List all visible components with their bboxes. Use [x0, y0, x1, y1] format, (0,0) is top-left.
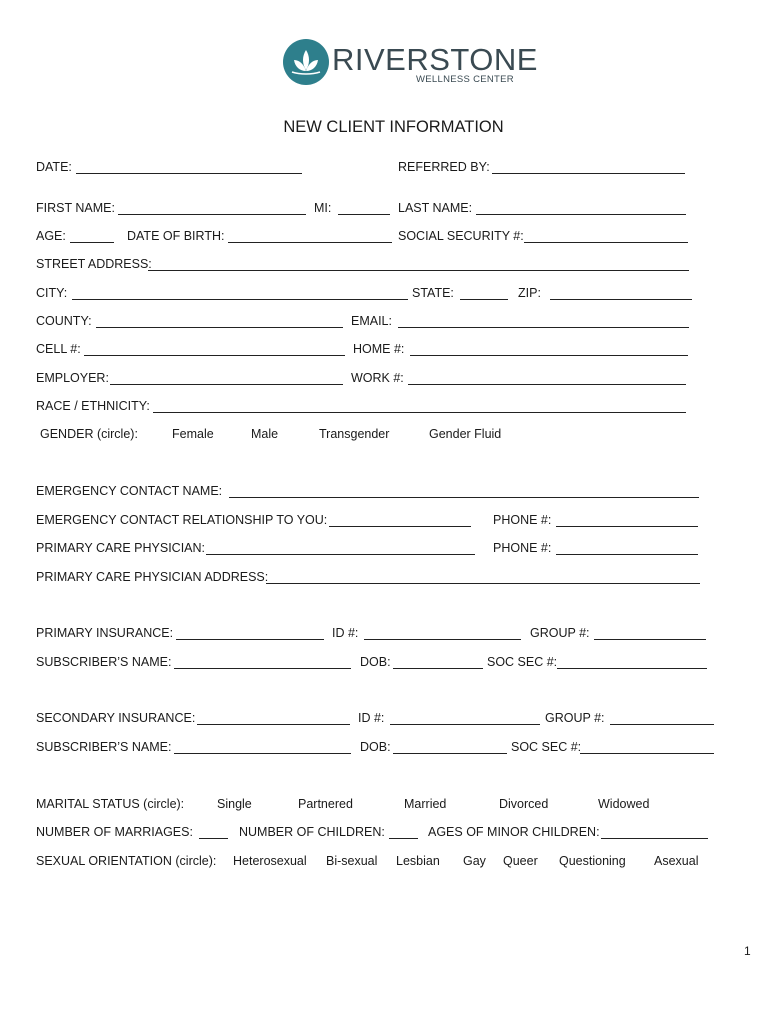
emergency-relationship-label: EMERGENCY CONTACT RELATIONSHIP TO YOU: [36, 513, 328, 527]
first-name-label: FIRST NAME: [36, 201, 115, 215]
ages-of-minor-children-label: AGES OF MINOR CHILDREN: [428, 825, 600, 839]
pcp-phone-label: PHONE #: [493, 541, 552, 555]
county-field[interactable] [96, 327, 343, 328]
secondary-soc-sec-label: SOC SEC #: [511, 740, 582, 754]
emergency-phone-label: PHONE #: [493, 513, 552, 527]
form-title: NEW CLIENT INFORMATION [283, 118, 504, 136]
primary-soc-sec-field[interactable] [557, 668, 707, 669]
work-label: WORK #: [351, 371, 404, 385]
email-label: EMAIL: [351, 314, 392, 328]
primary-group-label: GROUP #: [530, 626, 590, 640]
number-of-marriages-field[interactable] [199, 838, 228, 839]
secondary-id-label: ID #: [358, 711, 385, 725]
mi-field[interactable] [338, 214, 390, 215]
gender-option-gender-fluid[interactable]: Gender Fluid [429, 427, 502, 441]
zip-field[interactable] [550, 299, 692, 300]
referred-by-label: REFERRED BY: [398, 160, 490, 174]
date-of-birth-field[interactable] [228, 242, 392, 243]
gender-option-transgender[interactable]: Transgender [319, 427, 390, 441]
gender-option-female[interactable]: Female [172, 427, 214, 441]
referred-by-field[interactable] [492, 173, 685, 174]
number-of-marriages-label: NUMBER OF MARRIAGES: [36, 825, 193, 839]
last-name-field[interactable] [476, 214, 686, 215]
secondary-subscriber-name-label: SUBSCRIBER’S NAME: [36, 740, 172, 754]
marital-option-divorced[interactable]: Divorced [499, 797, 549, 811]
date-label: DATE: [36, 160, 72, 174]
emergency-relationship-field[interactable] [329, 526, 471, 527]
pcp-field[interactable] [206, 554, 475, 555]
orientation-option-questioning[interactable]: Questioning [559, 854, 626, 868]
pcp-address-field[interactable] [266, 583, 700, 584]
primary-soc-sec-label: SOC SEC #: [487, 655, 558, 669]
zip-label: ZIP: [518, 286, 541, 300]
emergency-phone-field[interactable] [556, 526, 698, 527]
secondary-insurance-field[interactable] [197, 724, 350, 725]
last-name-label: LAST NAME: [398, 201, 473, 215]
cell-label: CELL #: [36, 342, 81, 356]
marital-option-widowed[interactable]: Widowed [598, 797, 650, 811]
primary-insurance-field[interactable] [176, 639, 324, 640]
marital-option-single[interactable]: Single [217, 797, 252, 811]
secondary-group-label: GROUP #: [545, 711, 605, 725]
logo-subtitle: WELLNESS CENTER [416, 74, 514, 85]
orientation-option-gay[interactable]: Gay [463, 854, 486, 868]
street-address-label: STREET ADDRESS: [36, 257, 152, 271]
pcp-phone-field[interactable] [556, 554, 698, 555]
orientation-option-heterosexual[interactable]: Heterosexual [233, 854, 307, 868]
email-field[interactable] [398, 327, 689, 328]
emergency-contact-name-field[interactable] [229, 497, 699, 498]
gender-option-male[interactable]: Male [251, 427, 279, 441]
orientation-option-lesbian[interactable]: Lesbian [396, 854, 440, 868]
primary-insurance-label: PRIMARY INSURANCE: [36, 626, 174, 640]
work-field[interactable] [408, 384, 686, 385]
marital-option-married[interactable]: Married [404, 797, 447, 811]
secondary-insurance-label: SECONDARY INSURANCE: [36, 711, 196, 725]
logo-lotus-icon [282, 38, 330, 86]
mi-label: MI: [314, 201, 332, 215]
employer-label: EMPLOYER: [36, 371, 109, 385]
state-field[interactable] [460, 299, 508, 300]
gender-label: GENDER (circle): [40, 427, 138, 441]
home-label: HOME #: [353, 342, 405, 356]
home-field[interactable] [410, 355, 688, 356]
orientation-option-bi-sexual[interactable]: Bi-sexual [326, 854, 378, 868]
secondary-group-field[interactable] [610, 724, 714, 725]
secondary-subscriber-name-field[interactable] [174, 753, 351, 754]
date-field[interactable] [76, 173, 302, 174]
secondary-dob-field[interactable] [393, 753, 507, 754]
race-field[interactable] [153, 412, 686, 413]
orientation-option-asexual[interactable]: Asexual [654, 854, 699, 868]
secondary-soc-sec-field[interactable] [580, 753, 714, 754]
pcp-address-label: PRIMARY CARE PHYSICIAN ADDRESS: [36, 570, 269, 584]
social-security-label: SOCIAL SECURITY #: [398, 229, 524, 243]
first-name-field[interactable] [118, 214, 306, 215]
age-label: AGE: [36, 229, 66, 243]
number-of-children-label: NUMBER OF CHILDREN: [239, 825, 385, 839]
ages-of-minor-children-field[interactable] [601, 838, 708, 839]
sexual-orientation-label: SEXUAL ORIENTATION (circle): [36, 854, 217, 868]
state-label: STATE: [412, 286, 454, 300]
marital-status-label: MARITAL STATUS (circle): [36, 797, 185, 811]
employer-field[interactable] [110, 384, 343, 385]
secondary-id-field[interactable] [390, 724, 540, 725]
city-label: CITY: [36, 286, 68, 300]
primary-id-label: ID #: [332, 626, 359, 640]
primary-group-field[interactable] [594, 639, 706, 640]
age-field[interactable] [70, 242, 114, 243]
street-address-field[interactable] [148, 270, 689, 271]
orientation-option-queer[interactable]: Queer [503, 854, 538, 868]
logo-name: RIVERSTONE [332, 42, 538, 77]
date-of-birth-label: DATE OF BIRTH: [127, 229, 225, 243]
primary-subscriber-name-label: SUBSCRIBER’S NAME: [36, 655, 172, 669]
emergency-contact-name-label: EMERGENCY CONTACT NAME: [36, 484, 223, 498]
cell-field[interactable] [84, 355, 345, 356]
race-label: RACE / ETHNICITY: [36, 399, 150, 413]
marital-option-partnered[interactable]: Partnered [298, 797, 353, 811]
page-number: 1 [744, 944, 751, 958]
primary-subscriber-name-field[interactable] [174, 668, 351, 669]
primary-id-field[interactable] [364, 639, 521, 640]
number-of-children-field[interactable] [389, 838, 418, 839]
secondary-dob-label: DOB: [360, 740, 391, 754]
county-label: COUNTY: [36, 314, 92, 328]
pcp-label: PRIMARY CARE PHYSICIAN: [36, 541, 206, 555]
primary-dob-label: DOB: [360, 655, 391, 669]
primary-dob-field[interactable] [393, 668, 483, 669]
social-security-field[interactable] [524, 242, 688, 243]
city-field[interactable] [72, 299, 408, 300]
